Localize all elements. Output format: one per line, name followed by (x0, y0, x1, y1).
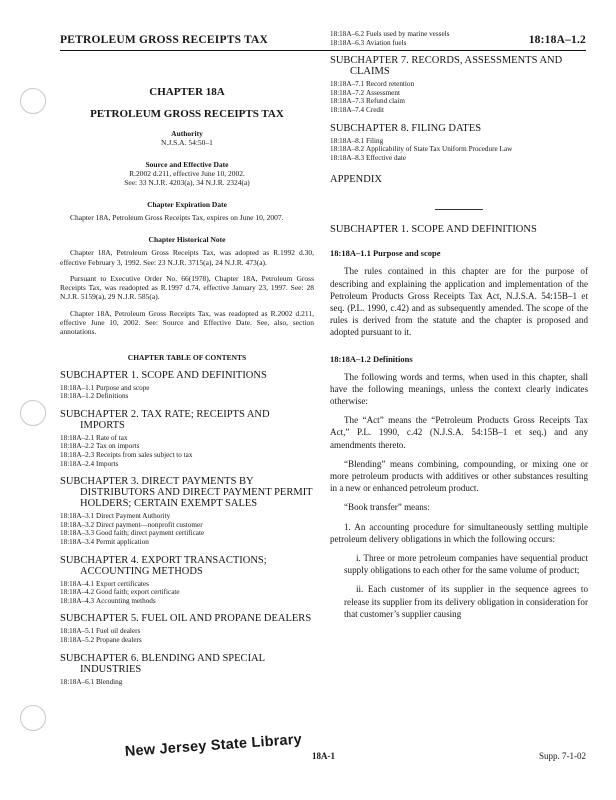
toc-entry-number: 18:18A–7.3 (330, 97, 365, 106)
toc-subchapter-title: SUBCHAPTER 2. TAX RATE; RECEIPTS AND (60, 408, 270, 420)
toc-entry-title: Tax on imports (96, 442, 140, 451)
toc-entry-title: Assessment (366, 88, 400, 97)
toc-entry (60, 460, 314, 469)
toc-subchapter-title: SUBCHAPTER 3. DIRECT PAYMENTS BY (60, 476, 254, 488)
body-paragraph: i. Three or more petroleum companies have sequential product supply obligations to each other for the same volume of product; (344, 553, 588, 576)
toc-subchapter-title-continued: DISTRIBUTORS AND DIRECT PAYMENT PERMIT HOLDERS; CERTAIN EXEMPT SALES (80, 487, 313, 510)
authority-text: N.J.S.A. 54:50–1 (161, 138, 213, 147)
punch-hole (20, 88, 46, 114)
toc-entry-number: 18:18A–2.4 (60, 459, 95, 468)
section-heading: 18:18A–1.1 Purpose and scope (330, 248, 441, 259)
toc-entry-number: 18:18A–1.1 (60, 383, 95, 392)
body-paragraph: The “Act” means the “Petroleum Products Gross Receipts Tax Act,” P.L. 1990, c.42 (N.J.S.A. 54:15B–1 et seq.) and any amendments thereto. (330, 415, 588, 450)
toc-entry-number: 18:18A–5.1 (60, 627, 95, 636)
subchapter-heading: SUBCHAPTER 1. SCOPE AND DEFINITIONS (330, 224, 537, 236)
toc-entry-number: 18:18A–2.1 (60, 433, 95, 442)
toc-entry-title: Refund claim (366, 97, 405, 106)
toc-subchapter-title: SUBCHAPTER 4. EXPORT TRANSACTIONS; (60, 554, 267, 566)
toc-entry-title: Export certificates (96, 579, 149, 588)
toc-entry (330, 89, 588, 98)
toc-entry (60, 529, 314, 538)
chapter-title: PETROLEUM GROSS RECEIPTS TAX (90, 108, 284, 120)
body-paragraph: “Blending” means combining, compounding, or mixing one or more petroleum products with additives or other substances resulting in a new or enhanced petroleum product. (330, 458, 588, 494)
toc-entry-title: Effective date (366, 153, 406, 162)
toc-subchapter-heading (60, 555, 314, 577)
toc-entry-number: 18:18A–6.1 (60, 677, 95, 686)
toc-entry-title: Filing (366, 136, 384, 145)
toc-entry-number: 18:18A–7.4 (330, 105, 365, 114)
right-column (330, 30, 588, 620)
toc-entry-number: 18:18A–3.3 (60, 529, 95, 538)
body-paragraph: The following words and terms, when used in this chapter, shall have the following meanings, unless the context clearly indicates otherwise: (330, 371, 588, 406)
toc-entry-title: Receipts from sales subject to tax (96, 451, 193, 460)
body-paragraph: 1. An accounting procedure for simultaneously settling multiple petroleum delivery obligations in which the following occurs: (330, 521, 588, 544)
toc-entry (60, 627, 314, 636)
toc-entry (60, 538, 314, 547)
toc-entry: 18:18A–6.2 Fuels used by marine vessels (330, 30, 450, 38)
toc-entry (330, 154, 588, 163)
toc-entry (60, 442, 314, 451)
left-column (60, 56, 314, 686)
toc-section-list (330, 80, 588, 114)
toc-entry-number: 18:18A–3.1 (60, 512, 95, 521)
toc-entry-number: 18:18A–8.2 (330, 145, 365, 154)
source-heading: Source and Effective Date (145, 160, 229, 169)
toc-heading: CHAPTER TABLE OF CONTENTS (127, 352, 247, 362)
toc-subchapter-heading (60, 613, 314, 624)
toc-entry (60, 512, 314, 521)
toc-subchapter-title: SUBCHAPTER 7. RECORDS, ASSESSMENTS AND (330, 55, 563, 67)
expiration-text: Chapter 18A, Petroleum Gross Receipts Tax, expires on June 10, 2007. (70, 213, 284, 222)
toc-section-list (60, 580, 314, 606)
toc-section-list (60, 384, 314, 401)
header-section-number: 18:18A–1.2 (528, 34, 586, 46)
toc-section-list (60, 678, 314, 687)
toc-entry-title: Good faith; export certificate (96, 588, 180, 597)
toc-entry-number: 18:18A–3.2 (60, 520, 95, 529)
historical-note-paragraph: Chapter 18A, Petroleum Gross Receipts Tax, was adopted as R.1992 d.30, effective February 3, 1992. See: 23 N.J.R. 3715(a), 24 N.J.R. 473(a). (60, 248, 314, 267)
table-of-contents (60, 370, 314, 687)
toc-entry-number: 18:18A–2.3 (60, 451, 95, 460)
toc-entry-number: 18:18A–4.2 (60, 588, 95, 597)
historical-note-paragraph: Pursuant to Executive Order No. 66(1978), Chapter 18A, Petroleum Gross Receipts Tax, was readopted as R.1997 d.74, effective January 23, 1997. See: 28 N.J.R. 5159(a), 29 N.J.R. 585(a). (60, 273, 314, 302)
toc-entry-title: Propane dealers (96, 635, 142, 644)
appendix-entry: APPENDIX (330, 174, 382, 186)
toc-entry-title: Accounting methods (96, 596, 156, 605)
toc-entry-title: Permit application (96, 538, 149, 547)
toc-entry (60, 521, 314, 530)
toc-entry-number: 18:18A–3.4 (60, 538, 95, 547)
toc-entry-title: Blending (96, 677, 123, 686)
toc-entry (60, 597, 314, 606)
toc-entry (60, 678, 314, 687)
body-paragraph: The rules contained in this chapter are for the purpose of describing and explaining the application and implementation of the Petroleum Products Gross Receipts Tax Act, N.J.S.A. 54:15B–1 et seq. (P.L. 1990, c.42) and as subsequently amended. The scope of the rules is derived from the statute and the chapter is proposed and adopted pursuant to it. (330, 266, 588, 338)
toc-entry-title: Definitions (96, 392, 129, 401)
toc-entry (330, 106, 588, 115)
toc-entry-title: Good faith; direct payment certificate (96, 529, 205, 538)
section-divider (435, 209, 483, 210)
chapter-number: CHAPTER 18A (149, 86, 225, 98)
toc-entry-title: Direct payment—nonprofit customer (96, 520, 203, 529)
toc-subchapter-title-continued: INDUSTRIES (80, 663, 142, 675)
toc-entry-number: 18:18A–1.2 (60, 392, 95, 401)
section-heading: 18:18A–1.2 Definitions (330, 353, 413, 364)
table-of-contents-continued (330, 55, 588, 162)
supplement-date: Supp. 7-1-02 (539, 751, 586, 761)
toc-entry-number: 18:18A–7.1 (330, 80, 365, 89)
toc-subchapter-title-continued: CLAIMS (350, 66, 390, 78)
expiration-heading: Chapter Expiration Date (147, 200, 227, 209)
toc-subchapter-heading (330, 55, 588, 77)
toc-entry (60, 434, 314, 443)
toc-subchapter-title-continued: ACCOUNTING METHODS (80, 565, 203, 577)
toc-subchapter-heading (60, 370, 314, 381)
toc-entry-title: Rate of tax (96, 433, 128, 442)
source-line: See: 33 N.J.R. 4203(a), 34 N.J.R. 2324(a) (124, 178, 250, 187)
toc-entry-number: 18:18A–4.3 (60, 596, 95, 605)
body-paragraph: ii. Each customer of its supplier in the sequence agrees to release its supplier from its delivery obligation in consideration for that customer’s supplier causing (344, 584, 588, 619)
body-paragraph: “Book transfer” means: (344, 502, 430, 513)
toc-entry-number: 18:18A–2.2 (60, 442, 95, 451)
punch-hole (20, 400, 46, 426)
toc-subchapter-heading (60, 409, 314, 431)
toc-subchapter-title: SUBCHAPTER 1. SCOPE AND DEFINITIONS (60, 369, 267, 381)
historical-note-heading: Chapter Historical Note (148, 235, 226, 245)
toc-entry-number: 18:18A–8.1 (330, 136, 365, 145)
toc-entry (60, 384, 314, 393)
toc-subchapter-heading (60, 476, 314, 509)
toc-entry-number: 18:18A–4.1 (60, 579, 95, 588)
toc-subchapter-heading (330, 123, 588, 134)
toc-subchapter-title: SUBCHAPTER 8. FILING DATES (330, 122, 482, 134)
toc-subchapter-title: SUBCHAPTER 5. FUEL OIL AND PROPANE DEALERS (60, 613, 312, 625)
toc-entry-title: Record retention (366, 80, 415, 89)
toc-entry-title: Purpose and scope (96, 383, 150, 392)
header-title: PETROLEUM GROSS RECEIPTS TAX (60, 34, 269, 46)
punch-hole (20, 705, 46, 731)
toc-entry (60, 636, 314, 645)
toc-entry-title: Imports (96, 459, 119, 468)
toc-section-list (60, 434, 314, 468)
page-number: 18A-1 (312, 751, 335, 761)
toc-section-list (60, 627, 314, 644)
toc-entry-title: Applicability of State Tax Uniform Procedure Law (366, 145, 513, 154)
toc-entry-title: Credit (366, 105, 384, 114)
source-line: R.2002 d.211, effective June 10, 2002. (129, 169, 245, 178)
toc-subchapter-title-continued: IMPORTS (80, 419, 125, 431)
toc-entry-title: Direct Payment Authority (96, 512, 171, 521)
toc-section-list (60, 512, 314, 546)
toc-entry (60, 392, 314, 401)
toc-entry-number: 18:18A–5.2 (60, 635, 95, 644)
authority-heading: Authority (171, 129, 203, 138)
toc-entry (330, 145, 588, 154)
toc-entry (60, 588, 314, 597)
toc-entry (60, 580, 314, 589)
toc-section-list (330, 137, 588, 163)
toc-continuation (330, 30, 588, 47)
toc-entry-number: 18:18A–7.2 (330, 88, 365, 97)
historical-note-paragraph: Chapter 18A, Petroleum Gross Receipts Tax, was readopted as R.2002 d.211, effective June 10, 2002. See: Source and Effective Date. See, also, section annotations. (60, 308, 314, 337)
toc-entry (60, 451, 314, 460)
toc-entry-number: 18:18A–8.3 (330, 153, 365, 162)
toc-entry-title: Fuel oil dealers (96, 627, 141, 636)
toc-entry (330, 137, 588, 146)
toc-entry: 18:18A–6.3 Aviation fuels (330, 38, 407, 47)
toc-subchapter-heading (60, 653, 314, 675)
library-stamp: New Jersey State Library (124, 731, 303, 760)
toc-entry (330, 80, 588, 89)
toc-subchapter-title: SUBCHAPTER 6. BLENDING AND SPECIAL (60, 652, 266, 664)
toc-entry (330, 97, 588, 106)
